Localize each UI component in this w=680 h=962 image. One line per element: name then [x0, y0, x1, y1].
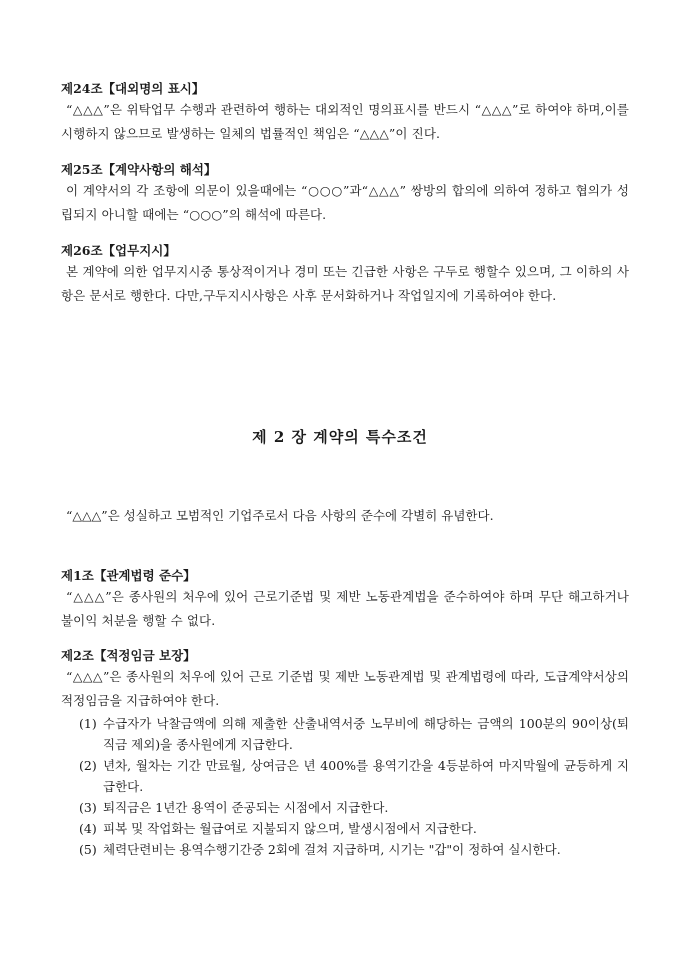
item-number: (1): [79, 716, 97, 731]
article-body: “△△△”은 종사원의 처우에 있어 근로기준법 및 제반 노동관계법을 준수하여야 하며 무단 해고하거나 불이익 처분을 행할 수 없다.: [61, 589, 629, 628]
item-text: 퇴직금은 1년간 용역이 준공되는 시점에서 지급한다.: [103, 800, 389, 815]
item-text: 수급자가 낙찰금액에 의해 제출한 산출내역서중 노무비에 해당하는 금액의 100분의 90이상(퇴직금 제외)을 종사원에게 지급한다.: [103, 716, 629, 752]
article-body: 이 계약서의 각 조항에 의문이 있을때에는 “○○○”과“△△△” 쌍방의 합의에 의하여 정하고 협의가 성립되지 아니할 때에는 “○○○”의 해석에 따른다.: [61, 183, 629, 222]
article-title: 제26조【업무지시】: [61, 243, 176, 258]
article-body: “△△△”은 종사원의 처우에 있어 근로 기준법 및 제반 노동관계법 및 관계법령에 따라, 도급계약서상의 적정임금을 지급하여야 한다.: [61, 669, 629, 708]
item-text: 피복 및 작업화는 월급여로 지불되지 않으며, 발생시점에서 지급한다.: [103, 821, 477, 836]
article-body: 본 계약에 의한 업무지시중 통상적이거나 경미 또는 긴급한 사항은 구두로 행할수 있으며, 그 이하의 사항은 문서로 행한다. 다만,구두지시사항은 사후 문서화하거나 작업일지에 기록하여야 한다.: [61, 264, 629, 303]
item-text: 체력단련비는 용역수행기간중 2회에 걸쳐 지급하며, 시기는 "갑"이 정하여 실시한다.: [103, 842, 561, 857]
article-2: [61, 646, 629, 860]
list-item: [61, 755, 629, 797]
list-item: [61, 818, 629, 839]
chapter-title: 제 2 장 계약의 특수조건: [252, 428, 428, 446]
list-item: [61, 797, 629, 818]
article-25: [61, 160, 629, 227]
article-26: [61, 241, 629, 308]
chapter-intro: “△△△”은 성실하고 모범적인 기업주로서 다음 사항의 준수에 각별히 유념한다.: [66, 508, 494, 523]
item-text: 년차, 월차는 기간 만료월, 상여금은 년 400%를 용역기간을 4등분하여 마지막월에 균등하게 지급한다.: [103, 758, 629, 794]
item-number: (2): [79, 758, 97, 773]
article-title: 제24조【대외명의 표시】: [61, 81, 205, 96]
article-item-list: [61, 713, 629, 860]
article-title: 제1조【관계법령 준수】: [61, 568, 196, 583]
item-number: (5): [79, 842, 97, 857]
article-title: 제25조【계약사항의 해석】: [61, 162, 217, 177]
list-item: [61, 839, 629, 860]
article-title: 제2조【적정임금 보장】: [61, 648, 196, 663]
item-number: (3): [79, 800, 97, 815]
article-24: [61, 79, 629, 146]
item-number: (4): [79, 821, 97, 836]
article-1: [61, 566, 629, 633]
list-item: [61, 713, 629, 755]
article-body: “△△△”은 위탁업무 수행과 관련하여 행하는 대외적인 명의표시를 반드시 “△△△”로 하여야 하며,이를 시행하지 않으므로 발생하는 일체의 법률적인 책임은 “△△△”이 진다.: [61, 102, 629, 141]
